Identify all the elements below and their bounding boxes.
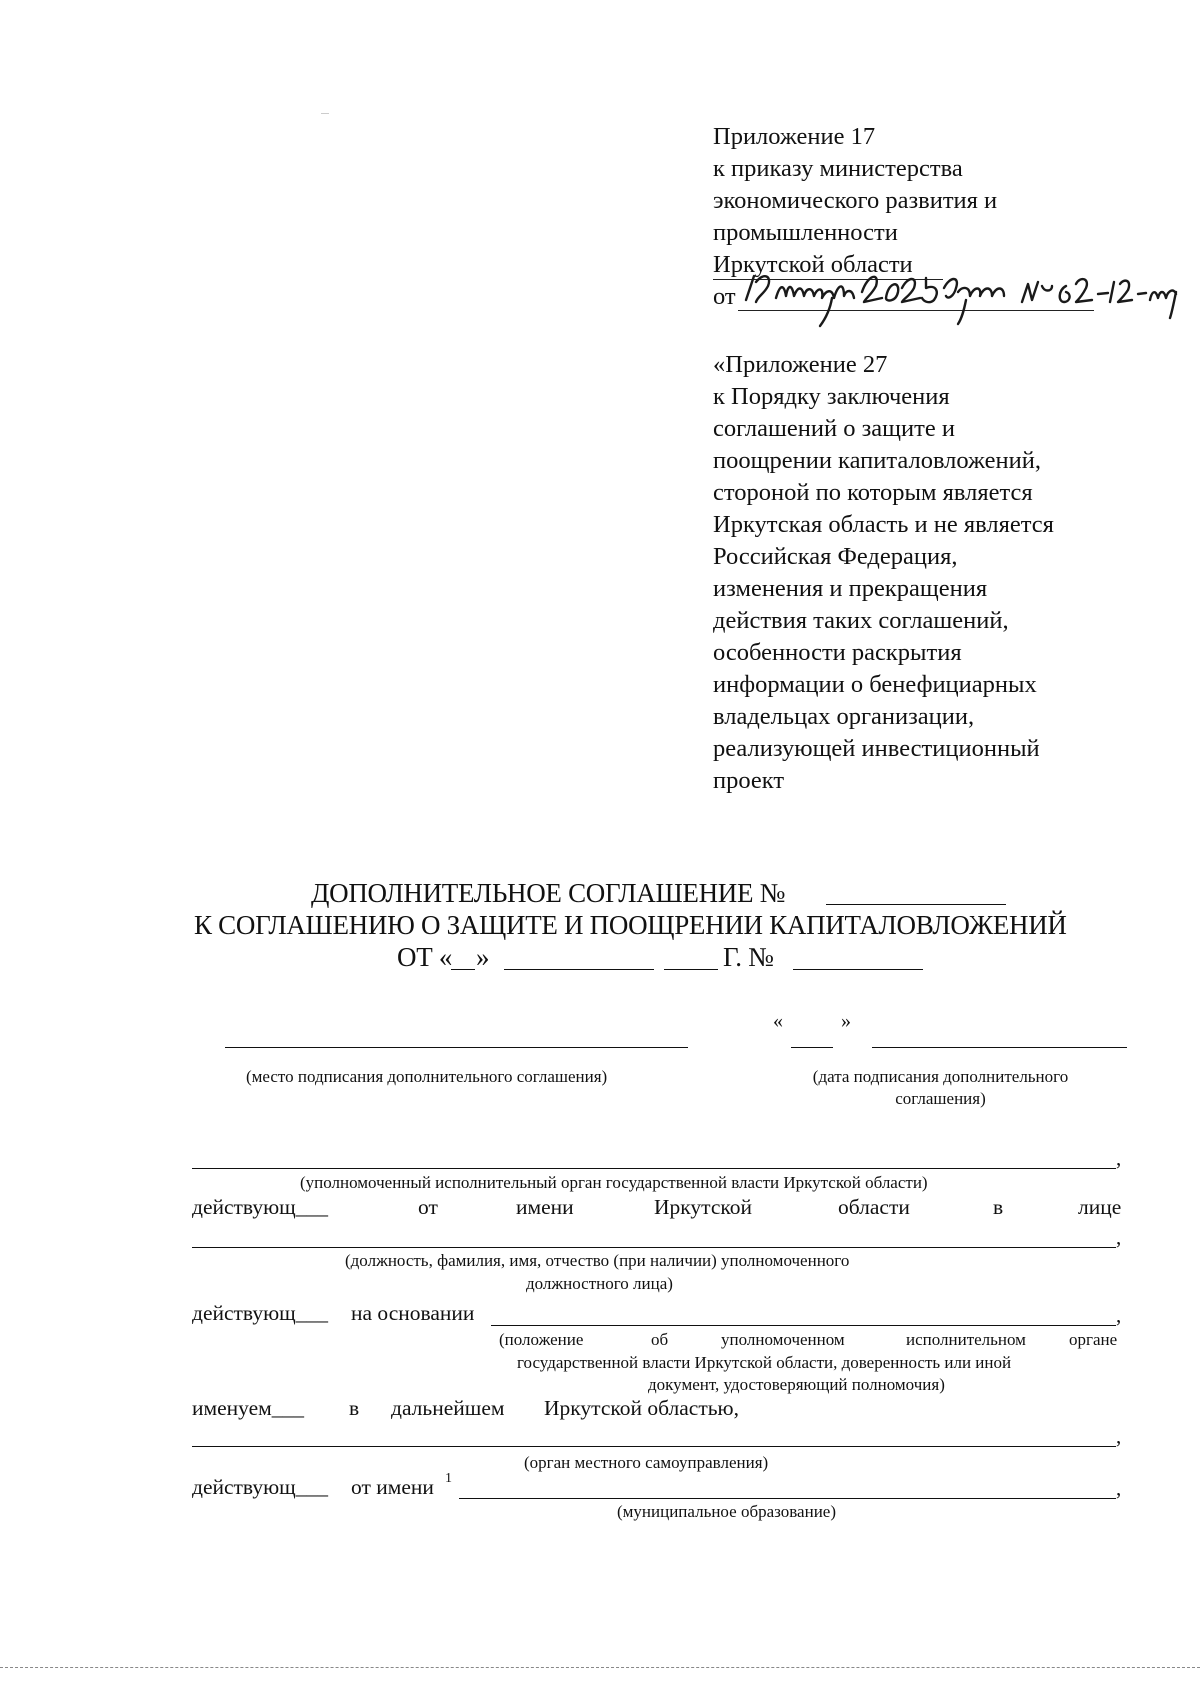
title-line-3-number: Г. № (723, 942, 774, 972)
acting-word: имени (516, 1195, 574, 1219)
basis-caption-3: документ, удостоверяющий полномочия) (648, 1375, 945, 1394)
appendix-line: Иркутская область и не является (713, 511, 1054, 538)
local-government-blank (192, 1446, 1116, 1447)
date-caption-2: соглашения) (895, 1089, 986, 1108)
header-line: от (713, 283, 736, 310)
basis-caption-word: исполнительном (906, 1330, 1026, 1349)
comma: , (1116, 1146, 1122, 1170)
title-line-3-quote: » (476, 942, 490, 972)
place-blank (225, 1047, 688, 1048)
appendix-line: «Приложение 27 (713, 351, 888, 378)
basis-caption-word: уполномоченном (721, 1330, 845, 1349)
basis-caption-2: государственной власти Иркутской области, доверенность или иной (517, 1353, 1012, 1372)
comma: , (1116, 1225, 1122, 1249)
appendix-line: реализующей инвестиционный (713, 735, 1040, 762)
named-word: именуем___ (192, 1396, 305, 1420)
basis-caption-word: (положение (499, 1330, 584, 1349)
authority-blank (192, 1168, 1116, 1169)
basis-acting: действующ___ (192, 1301, 328, 1325)
appendix-line: изменения и прекращения (713, 575, 988, 602)
footer-rule (0, 1667, 1200, 1668)
date-month-year-blank (872, 1047, 1127, 1048)
appendix-line: поощрении капиталовложений, (713, 447, 1041, 474)
appendix-block (713, 349, 1054, 797)
header-line: Приложение 17 (713, 123, 876, 150)
comma: , (1116, 1424, 1122, 1448)
named-word: в (349, 1396, 360, 1420)
title-line-3-from: ОТ « (397, 942, 453, 972)
basis-label: на основании (351, 1301, 475, 1325)
appendix-line: владельцах организации, (713, 703, 975, 730)
official-blank (192, 1247, 1116, 1248)
scan-artifact (321, 113, 329, 114)
municipality-caption: (муниципальное образование) (617, 1502, 836, 1521)
place-caption: (место подписания дополнительного соглашения) (246, 1067, 608, 1086)
title-day-blank (451, 969, 475, 970)
official-caption-1: (должность, фамилия, имя, отчество (при наличии) уполномоченного (345, 1251, 850, 1270)
basis-blank (491, 1325, 1116, 1326)
named-word: дальнейшем (391, 1396, 505, 1420)
agreement-number-blank (826, 904, 1006, 905)
basis-caption-word: органе (1069, 1330, 1118, 1349)
acting-word: Иркутской (654, 1195, 752, 1219)
date-day-blank (791, 1047, 833, 1048)
appendix-line: к Порядку заключения (713, 383, 950, 410)
basis-caption-word: об (651, 1330, 669, 1349)
municipality-blank (459, 1498, 1116, 1499)
behalf-acting: действующ___ (192, 1475, 328, 1499)
appendix-line: соглашений о защите и (713, 415, 955, 442)
handwritten-signature (740, 262, 1180, 330)
appendix-line: информации о бенефициарных (713, 671, 1037, 698)
acting-word: области (838, 1195, 910, 1219)
date-quote-open: « (773, 1010, 783, 1032)
title-year-blank (664, 969, 718, 970)
named-word: Иркутской областью, (544, 1396, 739, 1420)
appendix-line: особенности раскрытия (713, 639, 962, 666)
comma: , (1116, 1476, 1122, 1500)
header-line: экономического развития и (713, 187, 998, 214)
comma: , (1116, 1303, 1122, 1327)
official-caption-2: должностного лица) (526, 1274, 673, 1293)
acting-word: от (418, 1195, 438, 1219)
acting-word: действующ___ (192, 1195, 328, 1219)
appendix-line: Российская Федерация, (713, 543, 958, 570)
appendix-line: стороной по которым является (713, 479, 1033, 506)
title-month-blank (504, 969, 654, 970)
acting-word: лице (1078, 1195, 1122, 1219)
header-line: промышленности (713, 219, 898, 246)
title-number-blank (793, 969, 923, 970)
title-line-2: К СОГЛАШЕНИЮ О ЗАЩИТЕ И ПООЩРЕНИИ КАПИТАЛОВЛОЖЕНИЙ (194, 910, 1067, 940)
header-line: к приказу министерства (713, 155, 963, 182)
date-caption-1: (дата подписания дополнительного (812, 1067, 1069, 1086)
footnote-marker: 1 (445, 1471, 452, 1486)
appendix-line: действия таких соглашений, (713, 607, 1009, 634)
title-line-1: ДОПОЛНИТЕЛЬНОЕ СОГЛАШЕНИЕ № (311, 878, 786, 908)
authority-caption: (уполномоченный исполнительный орган государственной власти Иркутской области) (300, 1173, 928, 1192)
date-quote-close: » (841, 1010, 851, 1032)
local-government-caption: (орган местного самоуправления) (524, 1453, 769, 1472)
acting-word: в (993, 1195, 1004, 1219)
appendix-line: проект (713, 767, 785, 794)
header-line: Иркутской области (713, 251, 913, 278)
behalf-label: от имени (351, 1475, 434, 1499)
